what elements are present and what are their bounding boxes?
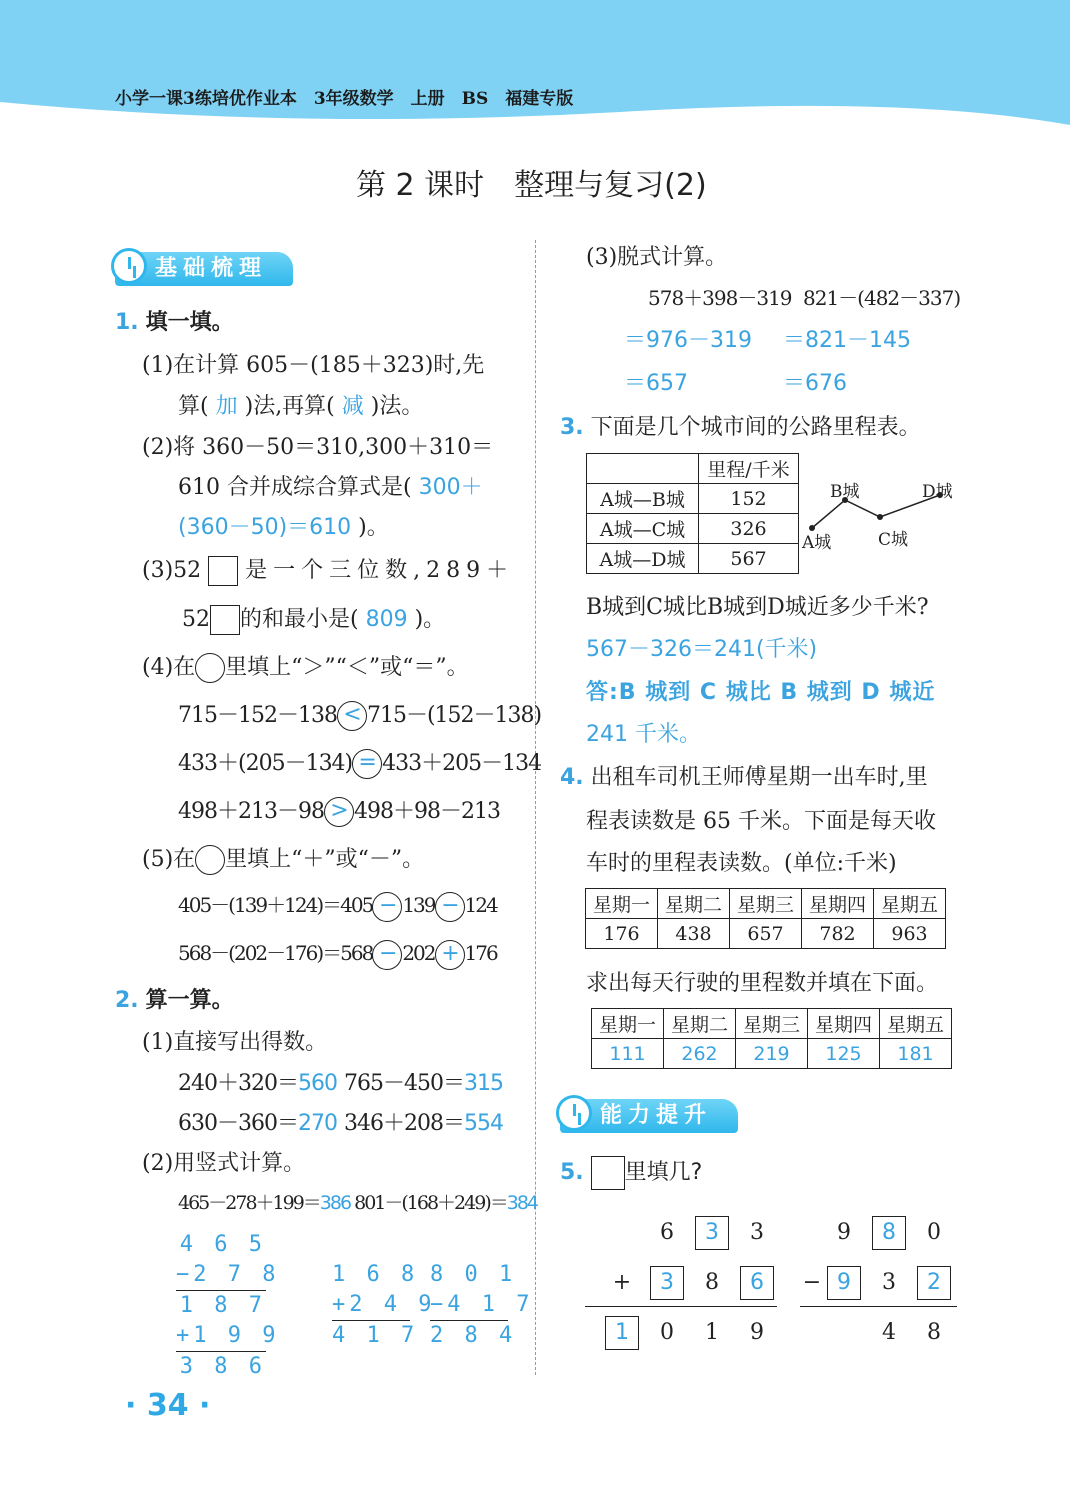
q1-p5-row — [178, 937, 497, 970]
text: )法,再算( — [244, 394, 335, 419]
q2-number: 2. — [115, 988, 139, 1013]
vertical-calc-1 — [176, 1230, 280, 1382]
answer-cell: 125 — [808, 1039, 880, 1069]
expr: 465－278＋199＝ — [178, 1192, 320, 1214]
q3-title: 下面是几个城市间的公路里程表。 — [590, 415, 921, 440]
table-header: 星期五 — [880, 1009, 952, 1039]
answer-box: 3 — [650, 1266, 684, 1300]
table-cell: 176 — [586, 919, 658, 949]
answer-box: 1 — [605, 1316, 639, 1350]
digit: 4 — [882, 1320, 896, 1345]
q2-p3-title: (3)脱式计算。 — [586, 245, 728, 270]
calc-line: 8 0 1 — [430, 1262, 517, 1287]
expr: 568－(202－176)＝568 — [178, 941, 373, 965]
digit: 9 — [750, 1320, 764, 1345]
step-answer: ＝657 — [624, 371, 688, 396]
expr: 498＋213－98 — [178, 799, 324, 824]
step-answer: ＝676 — [783, 371, 847, 396]
table-header: 星期一 — [586, 889, 658, 919]
expr: 405－(139＋124)＝405 — [178, 893, 373, 917]
answer: 315 — [463, 1071, 503, 1096]
vertical-calc-2 — [332, 1260, 436, 1351]
step-expr: 821－(482－337) — [803, 286, 961, 310]
table-cell: A城—B城 — [587, 484, 699, 514]
page-number: · 34 · — [125, 1388, 211, 1423]
text: )。 — [414, 607, 446, 632]
q1-p2-line1: (2)将 360－50＝310,300＋310＝ — [142, 435, 494, 460]
text: 的和最小是( — [240, 607, 359, 632]
table-header: 星期四 — [808, 1009, 880, 1039]
digit: 0 — [660, 1320, 674, 1345]
answer-box: 2 — [917, 1266, 951, 1300]
text: 算( — [178, 394, 209, 419]
q3-number: 3. — [560, 415, 584, 440]
q5-title: 里填几? — [624, 1160, 703, 1185]
q5-number: 5. — [560, 1160, 584, 1185]
digit: 0 — [927, 1220, 941, 1245]
q3-answer: 答:B 城到 C 城比 B 城到 D 城近 — [586, 680, 936, 705]
q1-p4-title — [142, 650, 469, 683]
q1-p4-row — [178, 746, 541, 779]
answer: 270 — [297, 1111, 337, 1136]
q3-question: B城到C城比B城到D城近多少千米? — [586, 595, 929, 620]
q4-number: 4. — [560, 765, 584, 790]
q1-p3-line2 — [182, 602, 445, 635]
step-expr: 578＋398－319 — [648, 286, 792, 310]
q4-text: 程表读数是 65 千米。下面是每天收 — [586, 809, 936, 834]
table-header: 星期三 — [736, 1009, 808, 1039]
calc-line: −2 7 8 — [176, 1260, 266, 1291]
answer-box: 9 — [827, 1266, 861, 1300]
answer-cell: 111 — [592, 1039, 664, 1069]
table-cell — [587, 454, 699, 484]
blank-box — [210, 605, 240, 635]
table-cell: 567 — [699, 544, 799, 574]
section-title: 能力提升 — [600, 1103, 713, 1128]
expr: 498＋98－213 — [353, 799, 500, 824]
oral-row — [178, 1066, 337, 1097]
expr: 765－450＝ — [344, 1071, 464, 1096]
calc-line: 1 6 8 — [332, 1262, 419, 1287]
q1-p3-line1 — [142, 553, 514, 586]
calc-line: 4 1 7 — [332, 1323, 419, 1348]
calc-line: −4 1 7 — [430, 1290, 508, 1321]
expr: 240＋320＝ — [178, 1071, 298, 1096]
q2-p1-title: (1)直接写出得数。 — [142, 1030, 328, 1055]
table-header: 星期二 — [658, 889, 730, 919]
answer: 560 — [297, 1071, 337, 1096]
table-header: 星期四 — [802, 889, 874, 919]
expr: 433＋205－134 — [382, 751, 542, 776]
table-cell: 326 — [699, 514, 799, 544]
answer-box: 6 — [740, 1266, 774, 1300]
step-answer: ＝821－145 — [783, 328, 911, 353]
answer-box: 3 — [695, 1216, 729, 1250]
expr: 715－152－138 — [178, 703, 337, 728]
header-text: 小学一课3练培优作业本 3年级数学 上册 BS 福建专版 — [115, 89, 574, 109]
answer-circle: + — [435, 940, 465, 970]
calc-line: 4 6 5 — [179, 1232, 266, 1257]
calc-line: 1 8 7 — [179, 1293, 266, 1318]
calc-line: 3 8 6 — [179, 1354, 266, 1379]
operator: + — [612, 1270, 632, 1295]
q4-text: 出租车司机王师傅星期一出车时,里 — [590, 765, 928, 790]
map-label: D城 — [922, 482, 953, 502]
text: 52 — [182, 607, 210, 632]
text: )法。 — [370, 394, 424, 419]
vertical-expr — [178, 1188, 537, 1215]
blank-box — [208, 556, 238, 586]
calc-line: +2 4 9 — [332, 1290, 410, 1321]
answer-cell: 219 — [736, 1039, 808, 1069]
digit: 9 — [837, 1220, 851, 1245]
answer-circle: − — [372, 940, 402, 970]
table-cell: 782 — [802, 919, 874, 949]
q2-header — [115, 983, 234, 1014]
table-header: 里程/千米 — [699, 454, 799, 484]
map-label: A城 — [802, 533, 832, 553]
table-header: 星期一 — [592, 1009, 664, 1039]
calc-line: 2 8 4 — [430, 1323, 517, 1348]
expr: 630－360＝ — [178, 1111, 298, 1136]
answer: 384 — [506, 1192, 537, 1214]
q1-p2-line2 — [178, 470, 483, 501]
text: (3)52 — [142, 558, 202, 583]
answer: 300＋ — [418, 475, 483, 500]
text: 610 合并成综合算式是( — [178, 475, 412, 500]
blank-circle — [195, 653, 225, 683]
sum-line — [585, 1306, 777, 1307]
answer-circle: − — [435, 892, 465, 922]
q1-p5-row — [178, 889, 497, 922]
answer-circle: = — [352, 749, 382, 779]
table-header: 星期三 — [730, 889, 802, 919]
table-header: 星期二 — [664, 1009, 736, 1039]
table-cell: A城—D城 — [587, 544, 699, 574]
q3-header — [560, 410, 921, 441]
answer-cell: 181 — [880, 1039, 952, 1069]
text: 里填上“＋”或“－”。 — [225, 847, 425, 872]
digit: 3 — [882, 1270, 896, 1295]
text: )。 — [358, 515, 389, 540]
table-header: 星期五 — [874, 889, 946, 919]
digit: 6 — [660, 1220, 674, 1245]
q2-p2-title: (2)用竖式计算。 — [142, 1151, 306, 1176]
section-badge-basic — [115, 252, 293, 286]
expr: 124 — [464, 893, 497, 917]
digit: 3 — [750, 1220, 764, 1245]
q1-title: 填一填。 — [145, 309, 234, 335]
distance-table — [586, 453, 799, 574]
clock-icon — [111, 248, 147, 284]
expr: 715－(152－138) — [366, 703, 542, 728]
blank-box — [591, 1156, 625, 1190]
q1-p5-title — [142, 842, 424, 875]
clock-icon — [556, 1095, 592, 1131]
q1-p1-line1: (1)在计算 605－(185＋323)时,先 — [142, 353, 485, 378]
answer-circle: > — [324, 797, 354, 827]
expr: 801－(168＋249)＝ — [354, 1192, 507, 1214]
table-cell: 152 — [699, 484, 799, 514]
text: (5)在 — [142, 847, 196, 872]
table-cell: 657 — [730, 919, 802, 949]
answer: 减 — [341, 394, 364, 419]
q5-header — [560, 1155, 702, 1190]
difference-line — [800, 1306, 957, 1307]
answer-box: 8 — [872, 1216, 906, 1250]
map-label: C城 — [878, 530, 909, 550]
answer: 809 — [365, 607, 408, 632]
odometer-table — [585, 888, 946, 949]
q4-text: 车时的里程表读数。(单位:千米) — [586, 851, 897, 876]
digit: 8 — [705, 1270, 719, 1295]
answer: (360－50)＝610 — [178, 515, 352, 540]
q1-p1-line2 — [178, 389, 423, 420]
section-title: 基础梳理 — [155, 256, 268, 281]
q3-answer: 241 千米。 — [586, 722, 701, 747]
q1-header — [115, 305, 234, 336]
step-answer: ＝976－319 — [624, 328, 752, 353]
q3-answer: 567－326＝241(千米) — [586, 637, 818, 662]
oral-row — [178, 1106, 337, 1137]
q4-header — [560, 760, 928, 791]
q1-number: 1. — [115, 310, 139, 335]
table-cell: A城—C城 — [587, 514, 699, 544]
answer-circle: − — [372, 892, 402, 922]
q1-p2-line3 — [178, 510, 389, 541]
answer: 加 — [215, 394, 238, 419]
expr: 176 — [464, 941, 497, 965]
oral-row — [344, 1066, 503, 1097]
answer-circle: < — [337, 701, 367, 731]
map-label: B城 — [830, 482, 860, 502]
digit: 8 — [927, 1320, 941, 1345]
q1-p4-row — [178, 794, 500, 827]
q1-p4-row — [178, 698, 541, 731]
text: (4)在 — [142, 655, 196, 680]
expr: 139 — [402, 893, 435, 917]
oral-row — [344, 1106, 503, 1137]
text: 里填上“＞”“＜”或“＝”。 — [225, 655, 469, 680]
expr: 202 — [402, 941, 435, 965]
header-band — [0, 0, 1070, 135]
operator: − — [802, 1270, 822, 1295]
answer-cell: 262 — [664, 1039, 736, 1069]
blank-circle — [195, 845, 225, 875]
calc-line: +1 9 9 — [176, 1321, 266, 1352]
answer: 386 — [319, 1192, 351, 1214]
q2-title: 算一算。 — [145, 987, 234, 1013]
text: 是一个三位数,289＋ — [245, 558, 515, 583]
daily-distance-table — [591, 1008, 952, 1069]
section-badge-ability — [560, 1099, 738, 1133]
expr: 346＋208＝ — [344, 1111, 464, 1136]
vertical-calc-3 — [430, 1260, 534, 1351]
expr: 433＋(205－134) — [178, 751, 353, 776]
table-cell: 963 — [874, 919, 946, 949]
digit: 1 — [705, 1320, 719, 1345]
table-cell: 438 — [658, 919, 730, 949]
answer: 554 — [463, 1111, 503, 1136]
page-title: 第 2 课时 整理与复习(2) — [356, 168, 707, 203]
q4-text: 求出每天行驶的里程数并填在下面。 — [586, 971, 939, 996]
